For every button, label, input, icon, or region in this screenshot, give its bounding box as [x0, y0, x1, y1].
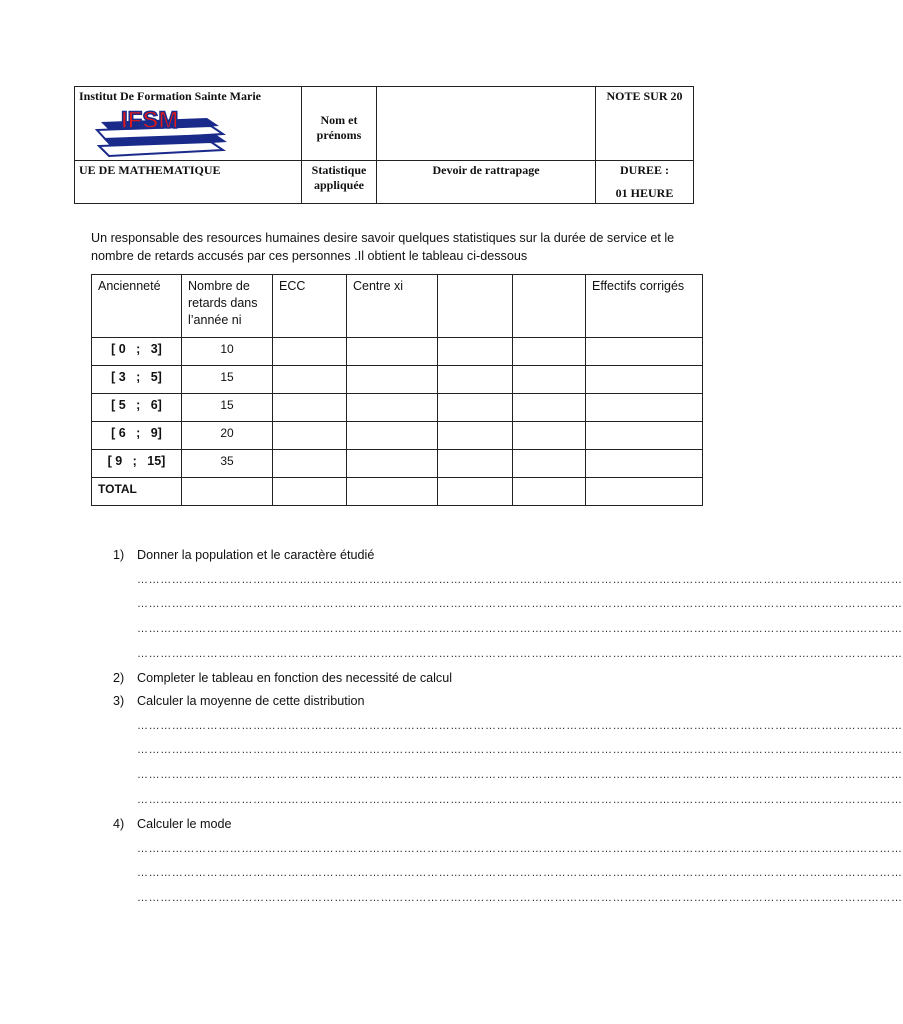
question-text: Calculer la moyenne de cette distribution — [137, 694, 365, 708]
table-row — [92, 394, 703, 422]
duration-cell — [596, 161, 694, 204]
total-ni-cell[interactable] — [182, 478, 273, 506]
answer-line[interactable]: ……………………………………………………………………………………………………………………………………………………………………………… — [137, 648, 903, 660]
data-table — [91, 274, 703, 506]
answer-line[interactable]: ……………………………………………………………………………………………………………………………………………………………………………… — [137, 867, 903, 879]
table-total-row — [92, 478, 703, 506]
question-4 — [113, 817, 232, 831]
table-row — [92, 422, 703, 450]
effectif-corrige-cell[interactable] — [586, 394, 703, 422]
course-cell — [302, 161, 377, 204]
note-cell — [596, 87, 694, 161]
duration-value: 01 HEURE — [615, 186, 674, 200]
exam-type-label: Devoir de rattrapage — [432, 163, 540, 177]
total-centre-cell[interactable] — [347, 478, 438, 506]
effectif-corrige-cell[interactable] — [586, 450, 703, 478]
answer-line[interactable]: ……………………………………………………………………………………………………………………………………………………………………………… — [137, 744, 903, 756]
header-anciennete: Ancienneté — [92, 275, 182, 338]
note-label: NOTE SUR 20 — [606, 89, 683, 103]
total-blank-cell[interactable] — [438, 478, 513, 506]
blank-cell[interactable] — [438, 338, 513, 366]
answer-line[interactable]: ……………………………………………………………………………………………………………………………………………………………………………… — [137, 843, 903, 855]
exam-type-cell — [377, 161, 596, 204]
ni-cell: 35 — [182, 450, 273, 478]
blank-cell[interactable] — [513, 394, 586, 422]
centre-cell[interactable] — [347, 338, 438, 366]
subject-label: UE DE MATHEMATIQUE — [79, 163, 221, 177]
ecc-cell[interactable] — [273, 338, 347, 366]
blank-cell[interactable] — [513, 450, 586, 478]
interval-cell: [ 3 ; 5] — [92, 366, 182, 394]
header-empty-1 — [438, 275, 513, 338]
duration-label: DUREE : — [619, 163, 669, 177]
header-centre: Centre xi — [347, 275, 438, 338]
centre-cell[interactable] — [347, 366, 438, 394]
table-row — [92, 450, 703, 478]
ni-cell: 15 — [182, 366, 273, 394]
question-number: 1) — [113, 548, 125, 562]
blank-cell[interactable] — [513, 338, 586, 366]
answer-line[interactable]: ……………………………………………………………………………………………………………………………………………………………………………… — [137, 598, 903, 610]
question-text: Donner la population et le caractère étudié — [137, 548, 375, 562]
answer-line[interactable]: ……………………………………………………………………………………………………………………………………………………………………………… — [137, 623, 903, 635]
table-header-row — [92, 275, 703, 338]
total-blank-cell[interactable] — [513, 478, 586, 506]
name-input-cell[interactable] — [377, 87, 596, 161]
institution-name: Institut De Formation Sainte Marie — [79, 89, 261, 103]
course-label: Statistique appliquée — [311, 163, 367, 192]
ecc-cell[interactable] — [273, 366, 347, 394]
question-text: Calculer le mode — [137, 817, 232, 831]
question-text: Completer le tableau en fonction des necessité de calcul — [137, 671, 453, 685]
blank-cell[interactable] — [438, 366, 513, 394]
interval-cell: [ 6 ; 9] — [92, 422, 182, 450]
answer-line[interactable]: ……………………………………………………………………………………………………………………………………………………………………………… — [137, 794, 903, 806]
ecc-cell[interactable] — [273, 422, 347, 450]
effectif-corrige-cell[interactable] — [586, 338, 703, 366]
effectif-corrige-cell[interactable] — [586, 422, 703, 450]
header-effectifs-corriges: Effectifs corrigés — [586, 275, 703, 338]
header-nombre-retards: Nombre de retards dans l’année ni — [182, 275, 273, 338]
exam-header-table — [74, 86, 694, 204]
question-number: 3) — [113, 694, 125, 708]
interval-cell: [ 5 ; 6] — [92, 394, 182, 422]
effectif-corrige-cell[interactable] — [586, 366, 703, 394]
blank-cell[interactable] — [513, 366, 586, 394]
header-empty-2 — [513, 275, 586, 338]
question-2 — [113, 671, 452, 685]
answer-line[interactable]: ……………………………………………………………………………………………………………………………………………………………………………… — [137, 720, 903, 732]
ecc-cell[interactable] — [273, 394, 347, 422]
question-1 — [113, 548, 374, 562]
question-number: 4) — [113, 817, 125, 831]
interval-cell: [ 9 ; 15] — [92, 450, 182, 478]
centre-cell[interactable] — [347, 450, 438, 478]
blank-cell[interactable] — [438, 422, 513, 450]
subject-cell — [75, 161, 302, 204]
blank-cell[interactable] — [438, 394, 513, 422]
ni-cell: 10 — [182, 338, 273, 366]
total-ecc-cell[interactable] — [273, 478, 347, 506]
centre-cell[interactable] — [347, 394, 438, 422]
table-row — [92, 338, 703, 366]
logo-text: IFSM — [121, 107, 179, 134]
ecc-cell[interactable] — [273, 450, 347, 478]
intro-paragraph: Un responsable des resources humaines desire savoir quelques statistiques sur la durée de service et le nombre de retards accusés par ces personnes .Il obtient le tableau ci-dessous — [91, 231, 675, 263]
answer-line[interactable]: ……………………………………………………………………………………………………………………………………………………………………………… — [137, 892, 903, 904]
name-label-cell — [302, 87, 377, 161]
total-effectif-cell[interactable] — [586, 478, 703, 506]
ni-cell: 20 — [182, 422, 273, 450]
institution-cell — [75, 87, 302, 161]
ifsm-logo — [87, 104, 237, 158]
answer-line[interactable]: ……………………………………………………………………………………………………………………………………………………………………………… — [137, 769, 903, 781]
header-ecc: ECC — [273, 275, 347, 338]
total-label: TOTAL — [92, 478, 182, 506]
blank-cell[interactable] — [438, 450, 513, 478]
ni-cell: 15 — [182, 394, 273, 422]
question-3 — [113, 694, 365, 708]
blank-cell[interactable] — [513, 422, 586, 450]
question-number: 2) — [113, 671, 125, 685]
name-label: Nom et prénoms — [316, 113, 362, 142]
answer-line[interactable]: ……………………………………………………………………………………………………………………………………………………………………………… — [137, 574, 903, 586]
interval-cell: [ 0 ; 3] — [92, 338, 182, 366]
table-row — [92, 366, 703, 394]
centre-cell[interactable] — [347, 422, 438, 450]
